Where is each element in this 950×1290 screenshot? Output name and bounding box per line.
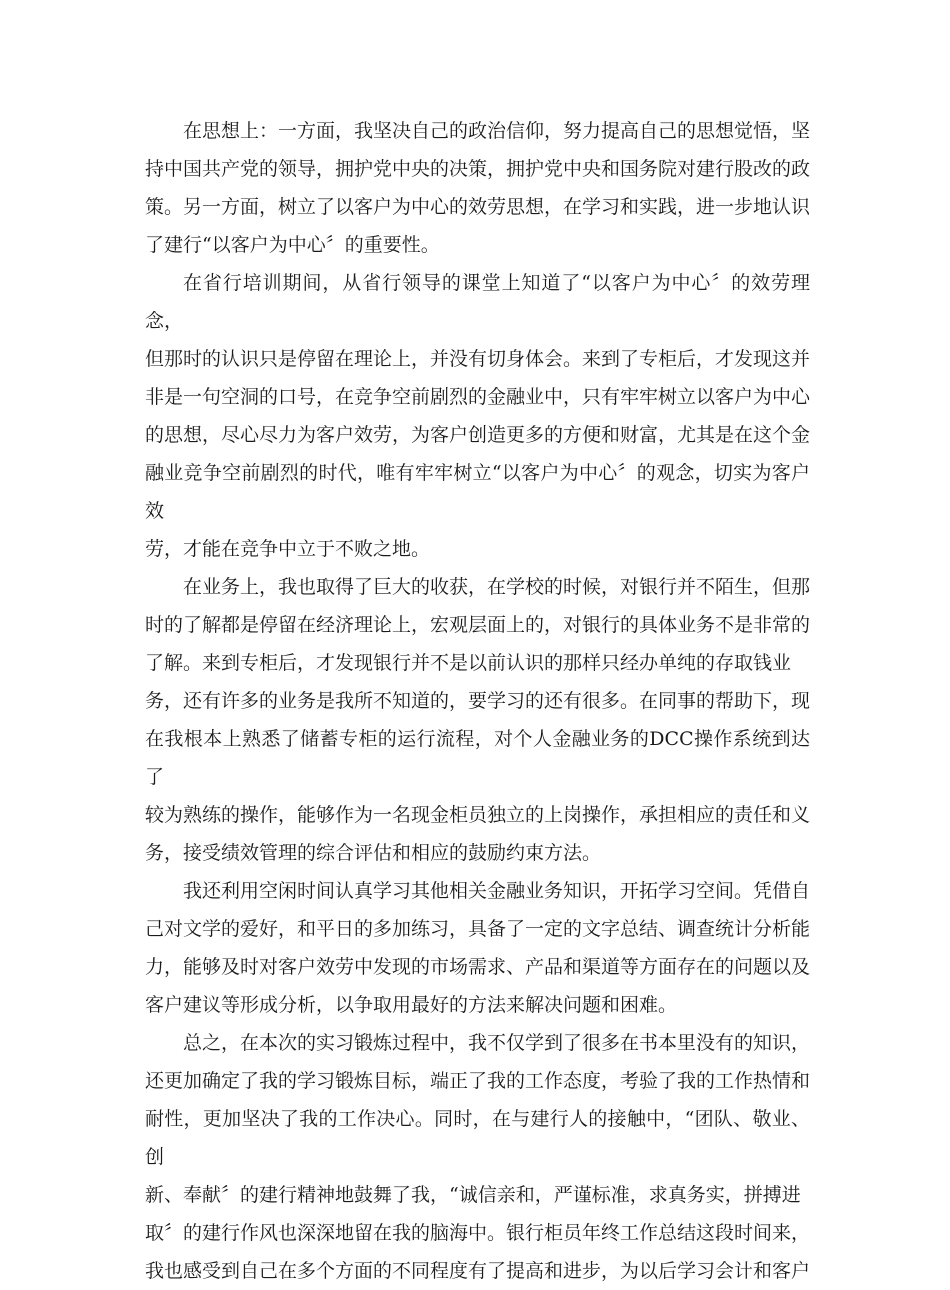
text-line: 在思想上：一方面，我坚决自己的政治信仰，努力提高自己的思想觉悟，坚 — [183, 120, 811, 142]
text-line: 时的了解都是停留在经济理论上，宏观层面上的，对银行的具体业务不是非常的 — [145, 614, 811, 636]
document-page — [145, 112, 810, 1290]
paragraph-5 — [145, 1024, 810, 1290]
text-line: 劳，才能在竞争中立于不败之地。 — [145, 538, 431, 560]
text-line: 融业竞争空前剧烈的时代，唯有牢牢树立“以客户为中心〞的观念，切实为客户效 — [145, 462, 810, 522]
text-line: 策。另一方面，树立了以客户为中心的效劳思想，在学习和实践，进一步地认识 — [145, 196, 811, 218]
text-line: 持中国共产党的领导，拥护党中央的决策，拥护党中央和国务院对建行股改的政 — [145, 158, 811, 180]
text-line: 在业务上，我也取得了巨大的收获，在学校的时候，对银行并不陌生，但那 — [183, 576, 811, 598]
text-line: 新、奉献〞的建行精神地鼓舞了我，“诚信亲和，严谨标准，求真务实，拼搏进 — [145, 1184, 801, 1206]
text-line: 在省行培训期间，从省行领导的课堂上知道了“以客户为中心〞的效劳理念， — [145, 272, 810, 332]
text-line: 取〞的建行作风也深深地留在我的脑海中。银行柜员年终工作总结这段时间来， — [145, 1222, 811, 1244]
text-line: 了解。来到专柜后，才发现银行并不是以前认识的那样只经办单纯的存取钱业 — [145, 652, 792, 674]
text-line: 在我根本上熟悉了储蓄专柜的运行流程，对个人金融业务的DCC操作系统到达了 — [145, 728, 810, 788]
text-line: 力，能够及时对客户效劳中发现的市场需求、产品和渠道等方面存在的问题以及 — [145, 956, 811, 978]
text-line: 了建行“以客户为中心〞的重要性。 — [145, 234, 440, 256]
text-line: 我也感受到自己在多个方面的不同程度有了提高和进步，为以后学习会计和客户 — [145, 1260, 811, 1282]
paragraph-2 — [145, 264, 810, 568]
text-line: 务，还有许多的业务是我所不知道的，要学习的还有很多。在同事的帮助下，现 — [145, 690, 811, 712]
text-line: 的思想，尽心尽力为客户效劳，为客户创造更多的方便和财富，尤其是在这个金 — [145, 424, 811, 446]
text-line: 己对文学的爱好，和平日的多加练习，具备了一定的文字总结、调查统计分析能 — [145, 918, 811, 940]
text-line: 非是一句空洞的口号，在竞争空前剧烈的金融业中，只有牢牢树立以客户为中心 — [145, 386, 811, 408]
text-line: 较为熟练的操作，能够作为一名现金柜员独立的上岗操作，承担相应的责任和义 — [145, 804, 811, 826]
text-line: 务，接受绩效管理的综合评估和相应的鼓励约束方法。 — [145, 842, 602, 864]
paragraph-4 — [145, 872, 810, 1024]
text-line: 还更加确定了我的学习锻炼目标，端正了我的工作态度，考验了我的工作热情和 — [145, 1070, 811, 1092]
text-line: 耐性，更加坚决了我的工作决心。同时，在与建行人的接触中，“团队、敬业、创 — [145, 1108, 810, 1168]
text-line: 总之，在本次的实习锻炼过程中，我不仅学到了很多在书本里没有的知识， — [183, 1032, 811, 1054]
paragraph-3 — [145, 568, 810, 872]
text-line: 但那时的认识只是停留在理论上，并没有切身体会。来到了专柜后，才发现这并 — [145, 348, 811, 370]
paragraph-1 — [145, 112, 810, 264]
text-line: 我还利用空闲时间认真学习其他相关金融业务知识，开拓学习空间。凭借自 — [183, 880, 811, 902]
text-line: 客户建议等形成分析，以争取用最好的方法来解决问题和困难。 — [145, 994, 678, 1016]
